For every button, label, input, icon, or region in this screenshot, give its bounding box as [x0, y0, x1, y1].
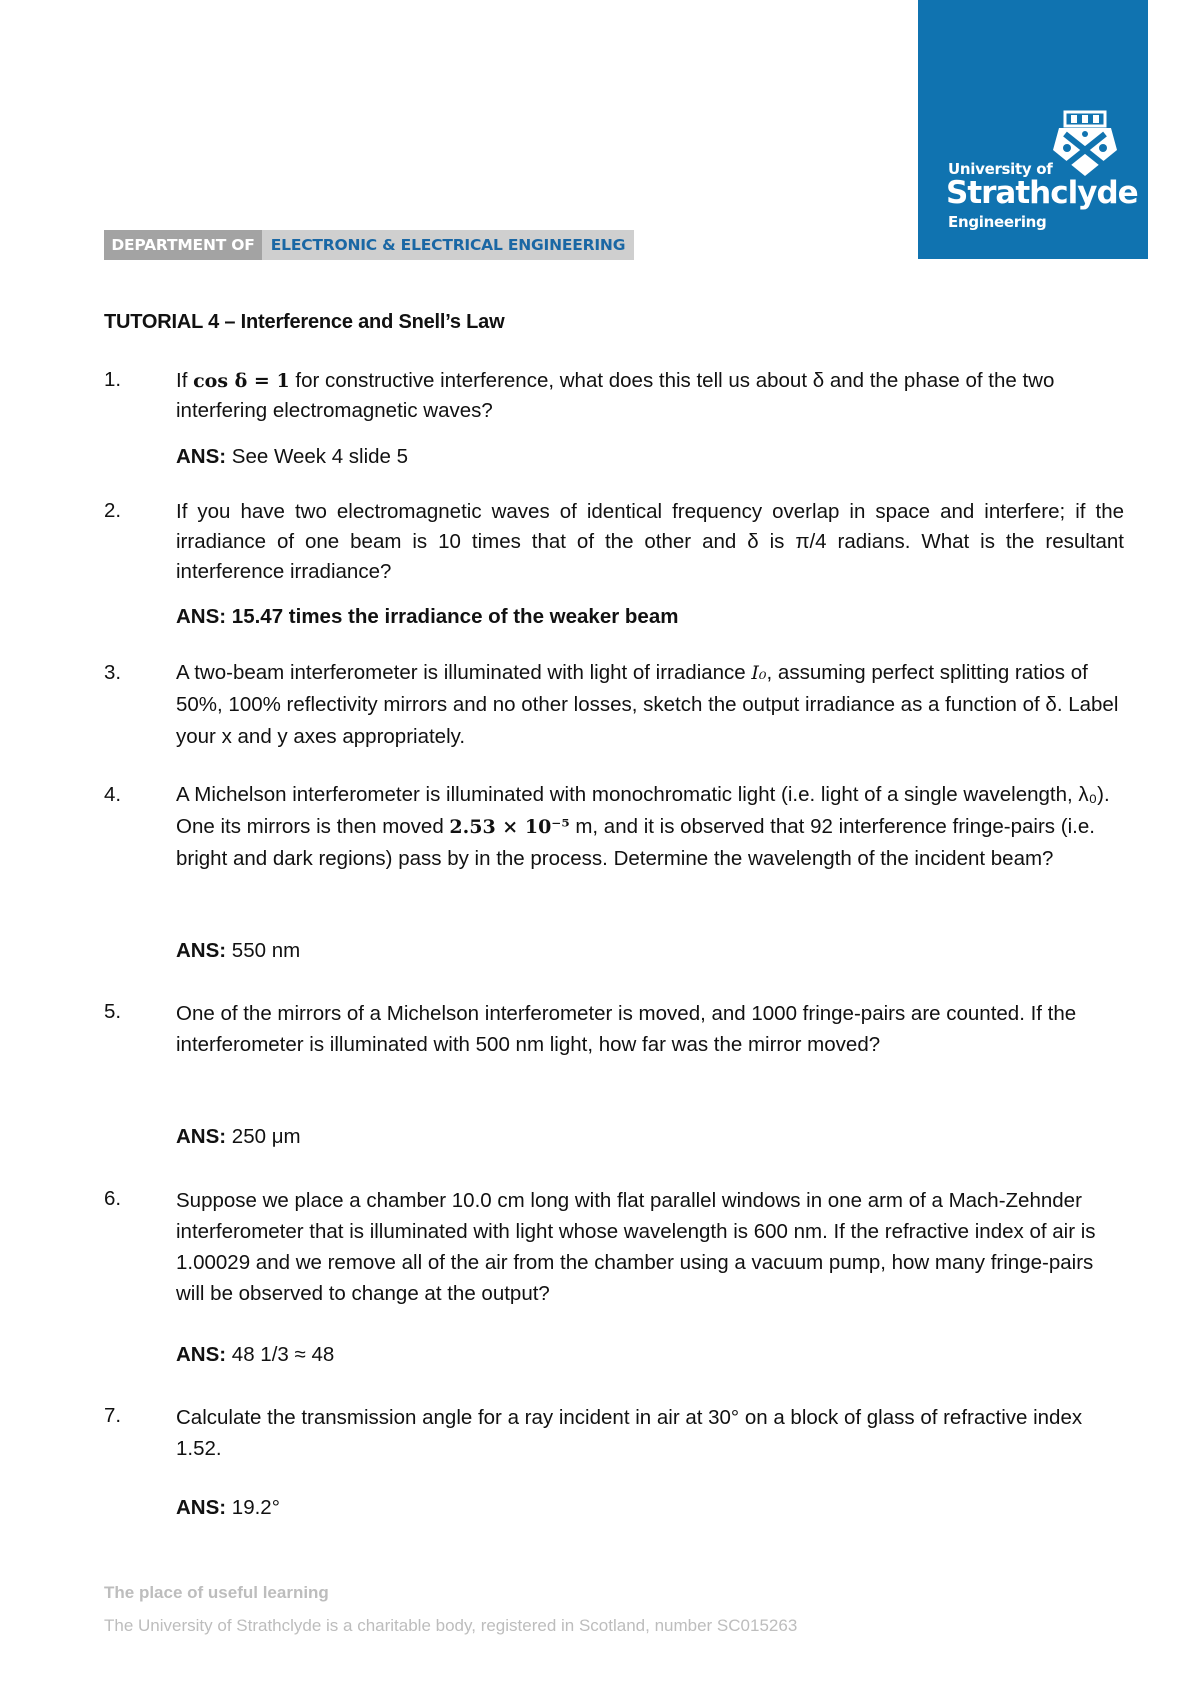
- department-name: ELECTRONIC & ELECTRICAL ENGINEERING: [262, 230, 634, 260]
- question-text: [176, 366, 1124, 426]
- answer: [176, 1496, 280, 1520]
- answer: [176, 605, 678, 629]
- question-number: 1.: [104, 368, 122, 391]
- question-number: 6.: [104, 1187, 122, 1210]
- answer-text: 15.47 times the irradiance of the weaker beam: [226, 605, 679, 628]
- department-banner: [104, 230, 634, 260]
- question-text-part: A two-beam interferometer is illuminated with light of irradiance: [176, 661, 752, 684]
- question-number: 7.: [104, 1404, 122, 1427]
- answer-label: ANS:: [176, 605, 227, 628]
- answer-text: 19.2°: [226, 1496, 280, 1519]
- answer-label: ANS:: [176, 1125, 227, 1148]
- question-text: Calculate the transmission angle for a ray incident in air at 30° on a block of glass of refractive index 1.52.: [176, 1406, 1083, 1460]
- question-text-part: A Michelson interferometer is illuminated with monochromatic light (i.e. light of a single wavelength, λ₀). One its mirrors is then moved: [176, 783, 1110, 838]
- university-logo: [918, 0, 1148, 259]
- answer-text: 48 1/3 ≈ 48: [226, 1343, 335, 1366]
- math-expression: 2.53 × 10⁻⁵: [449, 816, 570, 838]
- question-text: [176, 657, 1124, 753]
- answer-text: 250 μm: [226, 1125, 301, 1148]
- answer: [176, 939, 300, 963]
- answer-label: ANS:: [176, 445, 227, 468]
- footer-tagline: The place of useful learning: [104, 1583, 329, 1602]
- question-number: 2.: [104, 499, 122, 522]
- question-number: 3.: [104, 661, 122, 684]
- question-number: 5.: [104, 1000, 122, 1023]
- tutorial-title: TUTORIAL 4 – Interference and Snell’s Law: [104, 311, 505, 333]
- crest-icon: [1045, 110, 1125, 178]
- question-number: 4.: [104, 783, 122, 806]
- question-text-part: , assuming perfect splitting ratios of 50%, 100% reflectivity mirrors and no other losses, sketch the output irradiance as a function of δ. Label your x and y axes appropriately.: [176, 661, 1119, 748]
- answer: [176, 445, 408, 469]
- answer-label: ANS:: [176, 1496, 227, 1519]
- question-text-part: If: [176, 369, 194, 392]
- question-text-part: m, and it is observed that 92 interference fringe-pairs (i.e. bright and dark regions) pass by in the process. Determine the wavelength of the incident beam?: [176, 815, 1095, 870]
- question-text: If you have two electromagnetic waves of identical frequency overlap in space and interfere; if the irradiance of one beam is 10 times that of the other and δ is π/4 radians. What is the resultant interference irradiance?: [176, 500, 1124, 583]
- answer-text: See Week 4 slide 5: [226, 445, 409, 468]
- question-text-part: for constructive interference, what does this tell us about δ and the phase of the two interfering electromagnetic waves?: [176, 369, 1055, 422]
- question-text: Suppose we place a chamber 10.0 cm long with flat parallel windows in one arm of a Mach-Zehnder interferometer that is illuminated with light whose wavelength is 600 nm. If the refractive index of air is 1.00029 and we remove all of the air from the chamber using a vacuum pump, how many fringe-pairs will be observed to change at the output?: [176, 1189, 1096, 1305]
- answer-label: ANS:: [176, 939, 227, 962]
- logo-text-strathclyde: Strathclyde: [946, 175, 1138, 211]
- answer-text: 550 nm: [226, 939, 301, 962]
- answer: [176, 1125, 301, 1149]
- math-expression: cos δ = 1: [193, 370, 290, 392]
- department-prefix: DEPARTMENT OF: [104, 230, 262, 260]
- question-text: [176, 779, 1124, 875]
- answer: [176, 1343, 334, 1367]
- footer-charity-note: The University of Strathclyde is a charitable body, registered in Scotland, number SC015263: [104, 1616, 798, 1635]
- math-expression: I₀: [751, 662, 767, 684]
- logo-text-university-of: University of: [948, 160, 1053, 178]
- logo-text-engineering: Engineering: [948, 213, 1047, 231]
- answer-label: ANS:: [176, 1343, 227, 1366]
- question-text: One of the mirrors of a Michelson interferometer is moved, and 1000 fringe-pairs are counted. If the interferometer is illuminated with 500 nm light, how far was the mirror moved?: [176, 1002, 1077, 1056]
